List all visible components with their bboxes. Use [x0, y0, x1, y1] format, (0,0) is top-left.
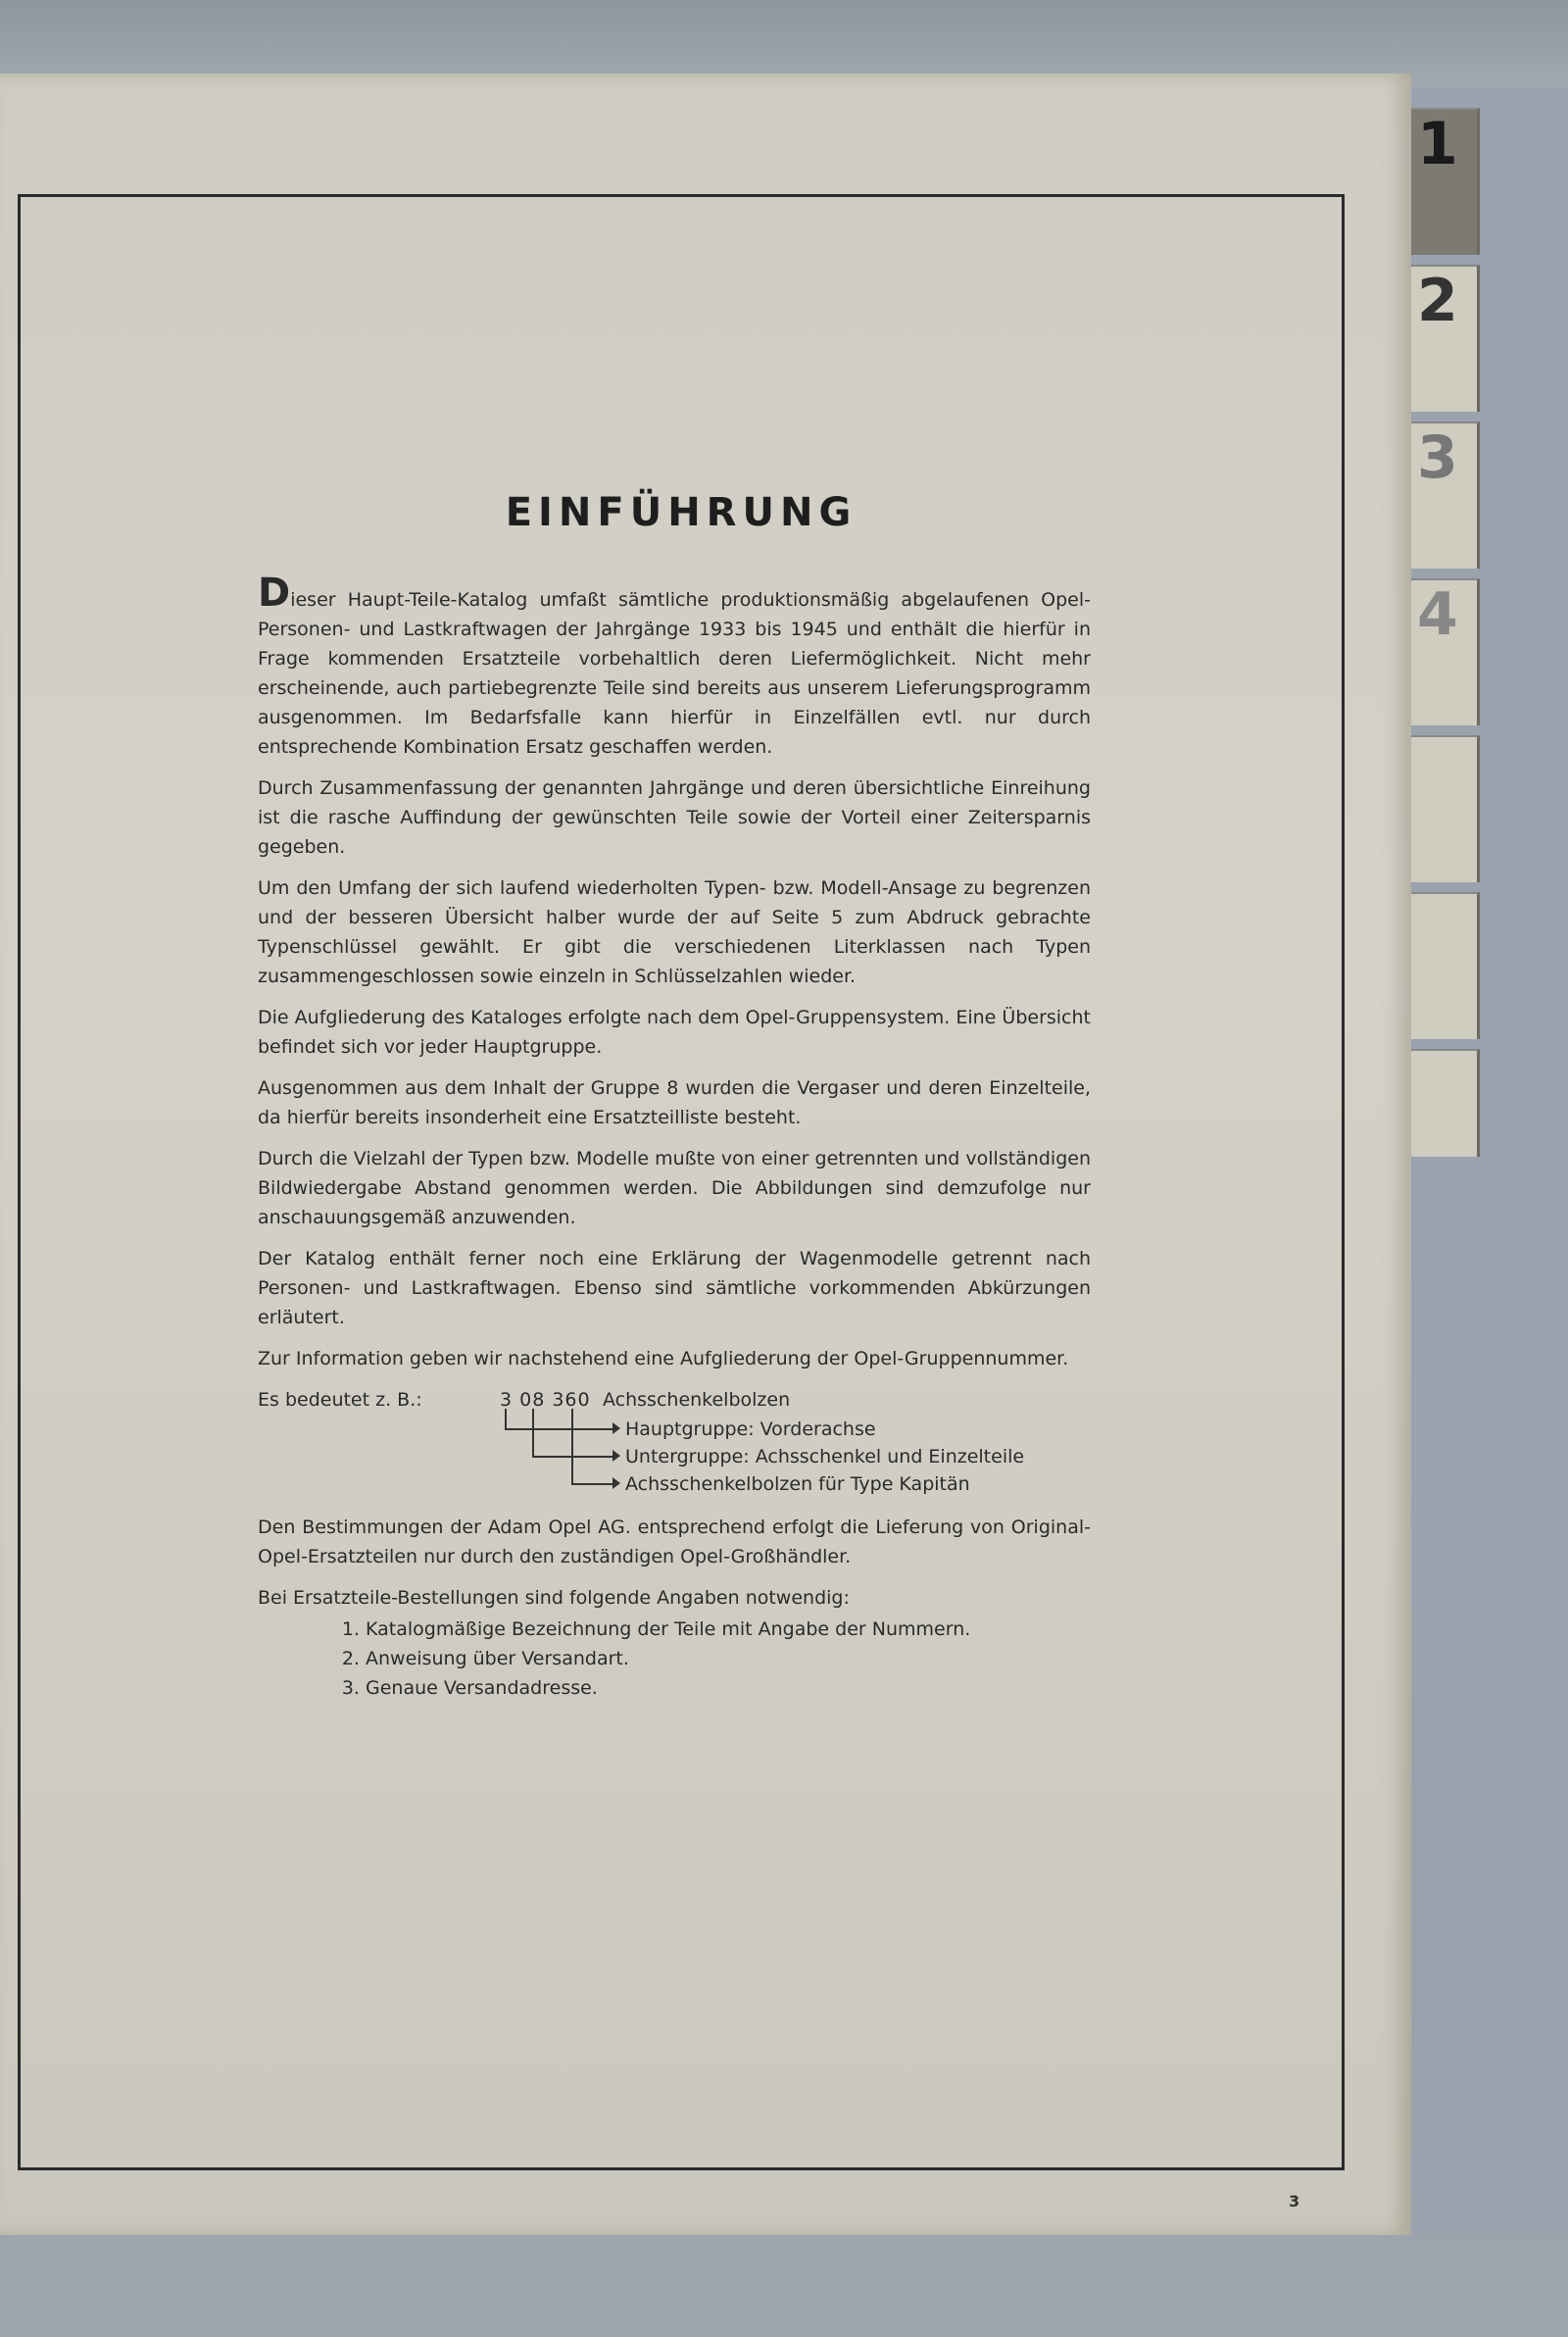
page-title: EINFÜHRUNG: [505, 490, 858, 535]
register-tab-blank-1[interactable]: [1411, 735, 1480, 882]
paragraph: Die Aufgliederung des Kataloges erfolgte nach dem Opel-Gruppensystem. Eine Übersicht befindet sich vor jeder Hauptgruppe.: [258, 1007, 1091, 1058]
page-body: [258, 571, 1091, 1703]
register-tab-blank-2[interactable]: [1411, 892, 1480, 1039]
order-requirements-list: [258, 1615, 1091, 1703]
paragraph: Durch die Vielzahl der Typen bzw. Modelle mußte von einer getrennten und vollständigen Bildwiedergabe Abstand genommen werden. Die Abbildungen sind demzufolge nur anschauungsgemäß anzuwenden.: [258, 1148, 1091, 1228]
example-sub-group: Untergruppe: Achsschenkel und Einzelteile: [625, 1446, 1025, 1467]
example-part-name: Achsschenkelbolzen: [603, 1389, 791, 1411]
bracket-part: [571, 1409, 614, 1485]
register-tab-label: 1: [1417, 110, 1458, 178]
intro-text: ieser Haupt-Teile-Katalog umfaßt sämtliche produktionsmäßig abgelaufenen Opel-Personen- und Lastkraftwagen der Jahrgänge 1933 bis 1945 und enthält die hierfür in Frage kommenden Ersatzteile vorbehaltlich deren Liefermöglichkeit. Nicht mehr erscheinende, auch partiebegrenzte Teile sind bereits aus unserem Lieferungsprogramm ausgenommen. Im Bedarfsfalle kann hierfür in Einzelfällen evtl. nur durch entsprechende Kombination Ersatz geschaffen werden.: [258, 589, 1091, 758]
register-tab-2[interactable]: [1411, 265, 1480, 412]
delivery-paragraph: Den Bestimmungen der Adam Opel AG. entsprechend erfolgt die Lieferung von Original-Opel-Ersatzteilen nur durch den zuständigen Opel-Großhändler.: [258, 1517, 1091, 1567]
register-tab-1[interactable]: [1411, 108, 1480, 255]
register-tab-label: 4: [1417, 580, 1458, 649]
register-tab-blank-3[interactable]: [1411, 1049, 1480, 1157]
example-code: 3 08 360: [500, 1389, 591, 1411]
register-tabs: [1411, 108, 1490, 1186]
register-tab-label: 2: [1417, 267, 1458, 335]
register-tab-label: 3: [1417, 423, 1458, 492]
example-main-group: Hauptgruppe: Vorderachse: [625, 1418, 876, 1440]
paragraph: Zur Information geben wir nachstehend eine Aufgliederung der Opel-Gruppennummer.: [258, 1348, 1069, 1369]
arrow-icon: [612, 1422, 620, 1434]
arrow-icon: [612, 1450, 620, 1462]
order-intro: Bei Ersatzteile-Bestellungen sind folgende Angaben notwendig:: [258, 1587, 850, 1609]
example-label: Es bedeutet z. B.:: [258, 1389, 422, 1411]
register-tab-3[interactable]: [1411, 422, 1480, 569]
list-item: 1. Katalogmäßige Bezeichnung der Teile mit Angabe der Nummern.: [366, 1615, 1091, 1644]
intro-paragraph: [258, 571, 1091, 762]
group-number-example: [258, 1385, 1091, 1501]
paragraph: Durch Zusammenfassung der genannten Jahrgänge und deren übersichtliche Einreihung ist die rasche Auffindung der gewünschten Teile sowie der Vorteil einer Zeitersparnis gegeben.: [258, 777, 1091, 858]
list-item: 2. Anweisung über Versandart.: [366, 1644, 1091, 1673]
list-item: 3. Genaue Versandadresse.: [366, 1673, 1091, 1703]
drop-cap: D: [258, 571, 291, 616]
paragraph: Der Katalog enthält ferner noch eine Erklärung der Wagenmodelle getrennt nach Personen- und Lastkraftwagen. Ebenso sind sämtliche vorkommenden Abkürzungen erläutert.: [258, 1248, 1091, 1328]
paragraph: Um den Umfang der sich laufend wiederholten Typen- bzw. Modell-Ansage zu begrenzen und der besseren Übersicht halber wurde der auf Seite 5 zum Abdruck gebrachte Typenschlüssel gewählt. Er gibt die verschiedenen Literklassen nach Typen zusammengeschlossen sowie einzeln in Schlüsselzahlen wieder.: [258, 877, 1091, 987]
example-part: Achsschenkelbolzen für Type Kapitän: [625, 1473, 970, 1495]
register-tab-4[interactable]: [1411, 578, 1480, 725]
arrow-icon: [612, 1477, 620, 1489]
paragraph: Ausgenommen aus dem Inhalt der Gruppe 8 wurden die Vergaser und deren Einzelteile, da hierfür bereits insonderheit eine Ersatzteilliste besteht.: [258, 1077, 1091, 1128]
backdrop-bottom: [0, 2235, 1568, 2337]
page-number: 3: [1289, 2192, 1300, 2211]
